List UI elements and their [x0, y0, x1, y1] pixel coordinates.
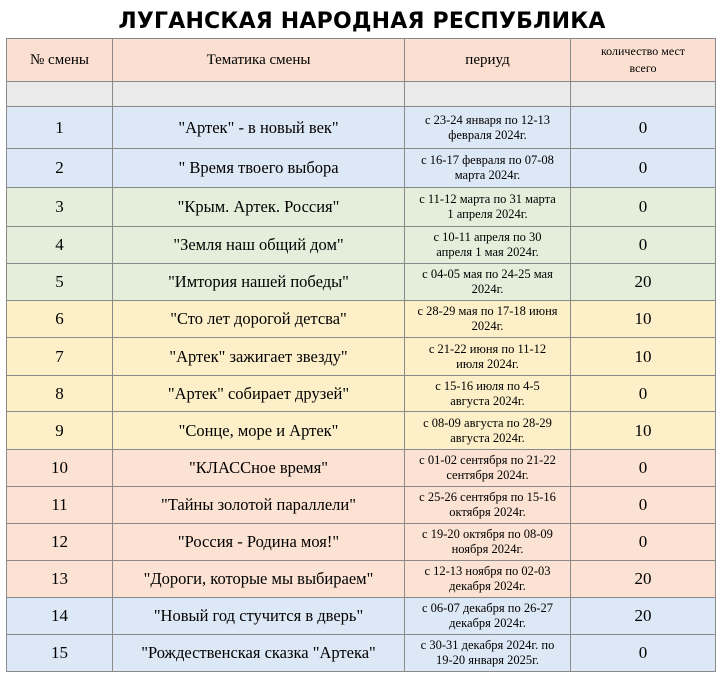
table-row [7, 188, 716, 227]
period-line1: с 23-24 января по 12-13 [424, 112, 551, 127]
period-line2: 2024г. [471, 319, 504, 333]
shift-number-cell: 2 [7, 149, 113, 188]
table-row [7, 301, 716, 338]
header-seats-line1: количество мест [600, 44, 686, 58]
table-row [7, 376, 716, 412]
period-line1: с 01-02 сентября по 21-22 [419, 453, 556, 467]
shift-number-cell: 14 [7, 598, 113, 635]
seats-cell: 20 [571, 561, 716, 598]
shift-number-cell: 3 [7, 188, 113, 227]
period-line1: с 25-26 сентября по 15-16 [419, 490, 556, 504]
blank-row [7, 82, 716, 107]
period-line2: 2024г. [471, 282, 504, 296]
period-cell [405, 107, 571, 149]
period-line2: августа 2024г. [450, 393, 525, 408]
seats-cell: 10 [571, 301, 716, 338]
theme-cell: "Россия - Родина моя!" [113, 524, 405, 561]
period-line1: с 06-07 декабря по 26-27 [421, 601, 553, 615]
period-cell [405, 561, 571, 598]
period-line2: 1 апреля 2024г. [447, 207, 528, 221]
shift-number-cell: 1 [7, 107, 113, 149]
seats-cell: 20 [571, 264, 716, 301]
period-cell [405, 524, 571, 561]
shift-number-cell: 8 [7, 376, 113, 412]
shift-number-cell: 9 [7, 412, 113, 450]
theme-cell: "Крым. Артек. Россия" [113, 188, 405, 227]
seats-cell: 0 [571, 227, 716, 264]
shift-number-cell: 5 [7, 264, 113, 301]
page-title: ЛУГАНСКАЯ НАРОДНАЯ РЕСПУБЛИКА [118, 9, 606, 34]
period-line1: с 21-22 июня по 11-12 [428, 341, 547, 356]
period-line1: с 15-16 июля по 4-5 [435, 378, 540, 393]
period-cell [405, 450, 571, 487]
period-cell [405, 412, 571, 450]
seats-cell: 0 [571, 524, 716, 561]
period-line1: с 11-12 марта по 31 марта [419, 192, 556, 206]
theme-cell: "Дороги, которые мы выбираем" [113, 561, 405, 598]
table-row [7, 598, 716, 635]
shift-number-cell: 13 [7, 561, 113, 598]
seats-cell: 0 [571, 487, 716, 524]
period-line2: марта 2024г. [454, 168, 521, 182]
shift-number-cell: 4 [7, 227, 113, 264]
period-line1: с 19-20 октября по 08-09 [422, 527, 553, 541]
period-line2: сентября 2024г. [446, 468, 529, 482]
period-line2: ноября 2024г. [451, 542, 524, 556]
period-line1: с 04-05 мая по 24-25 мая [422, 267, 553, 281]
period-cell [405, 227, 571, 264]
theme-cell: "Рождественская сказка "Артека" [113, 635, 405, 672]
period-cell [405, 188, 571, 227]
shift-number-cell: 6 [7, 301, 113, 338]
period-line2: декабря 2024г. [449, 616, 526, 630]
header-seats-line2: всего [629, 61, 657, 75]
table-row [7, 107, 716, 149]
period-line1: с 16-17 февраля по 07-08 [421, 153, 554, 167]
table-row [7, 338, 716, 376]
period-line2: декабря 2024г. [449, 579, 526, 593]
blank-cell [7, 82, 113, 107]
period-cell [405, 301, 571, 338]
period-line1: с 28-29 мая по 17-18 июня [417, 304, 558, 318]
shift-number-cell: 15 [7, 635, 113, 672]
period-line2: февраля 2024г. [448, 127, 527, 142]
table-row [7, 450, 716, 487]
period-cell [405, 487, 571, 524]
period-line2: апреля 1 мая 2024г. [436, 245, 539, 259]
period-line2: октября 2024г. [449, 505, 526, 519]
header-period: периуд [405, 39, 571, 82]
theme-cell: "Тайны золотой параллели" [113, 487, 405, 524]
header-theme: Тематика смены [113, 39, 405, 82]
theme-cell: "Новый год стучится в дверь" [113, 598, 405, 635]
period-line1: с 08-09 августа по 28-29 [423, 415, 552, 430]
seats-cell: 10 [571, 338, 716, 376]
seats-cell: 0 [571, 376, 716, 412]
blank-cell [113, 82, 405, 107]
seats-cell: 0 [571, 149, 716, 188]
shift-number-cell: 11 [7, 487, 113, 524]
theme-cell: " Время твоего выбора [113, 149, 405, 188]
period-cell [405, 598, 571, 635]
seats-cell: 0 [571, 188, 716, 227]
table-row [7, 487, 716, 524]
theme-cell: "Сонце, море и Артек" [113, 412, 405, 450]
period-line1: с 10-11 апреля по 30 [433, 230, 542, 244]
table-row [7, 635, 716, 672]
theme-cell: "Земля наш общий дом" [113, 227, 405, 264]
table-row [7, 149, 716, 188]
theme-cell: "Сто лет дорогой детсва" [113, 301, 405, 338]
shift-number-cell: 7 [7, 338, 113, 376]
seats-cell: 0 [571, 635, 716, 672]
seats-cell: 20 [571, 598, 716, 635]
table-row [7, 264, 716, 301]
period-cell [405, 376, 571, 412]
period-line1: с 12-13 ноября по 02-03 [424, 564, 551, 578]
period-line2: августа 2024г. [450, 430, 525, 445]
table-row [7, 561, 716, 598]
seats-cell: 0 [571, 450, 716, 487]
theme-cell: "КЛАССное время" [113, 450, 405, 487]
period-line2: 19-20 января 2025г. [436, 653, 539, 667]
period-line2: июля 2024г. [456, 356, 519, 371]
table-row [7, 412, 716, 450]
table-row [7, 227, 716, 264]
period-cell [405, 635, 571, 672]
period-cell [405, 264, 571, 301]
table-row [7, 524, 716, 561]
table-header-row [7, 39, 716, 82]
theme-cell: "Артек" - в новый век" [113, 107, 405, 149]
header-seats [571, 39, 716, 82]
shift-number-cell: 10 [7, 450, 113, 487]
period-cell [405, 149, 571, 188]
theme-cell: "Имтория нашей победы" [113, 264, 405, 301]
header-shift-number: № смены [7, 39, 113, 82]
theme-cell: "Артек" собирает друзей" [113, 376, 405, 412]
period-line1: с 30-31 декабря 2024г. по [420, 638, 555, 652]
period-cell [405, 338, 571, 376]
shifts-table [6, 38, 716, 672]
seats-cell: 0 [571, 107, 716, 149]
seats-cell: 10 [571, 412, 716, 450]
shift-number-cell: 12 [7, 524, 113, 561]
theme-cell: "Артек" зажигает звезду" [113, 338, 405, 376]
blank-cell [571, 82, 716, 107]
blank-cell [405, 82, 571, 107]
